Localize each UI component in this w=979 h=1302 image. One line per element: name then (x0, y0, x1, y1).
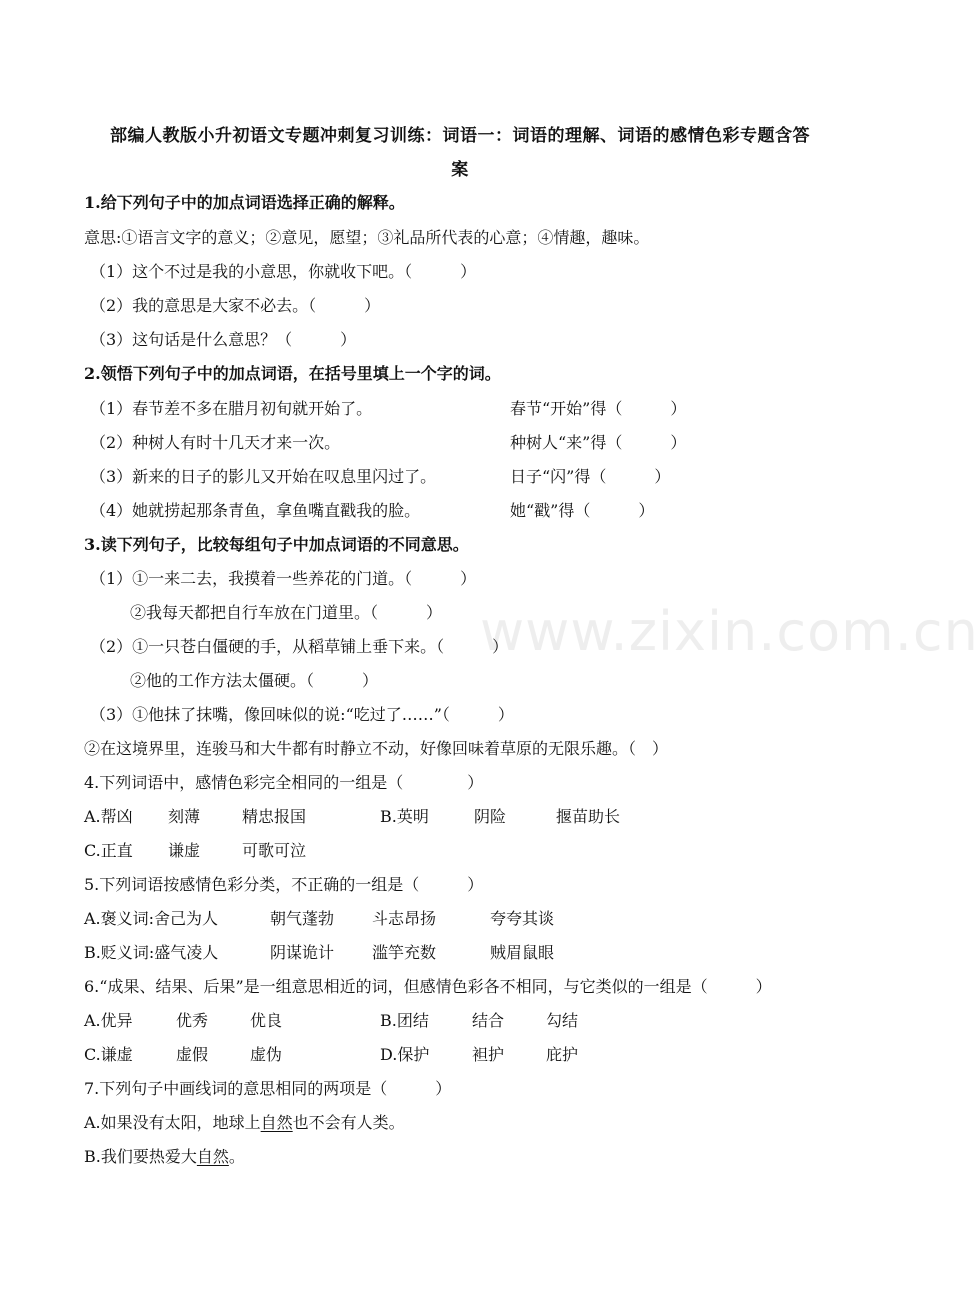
q5-stem: 5.下列词语按感情色彩分类，不正确的一组是（ ） (84, 875, 484, 894)
q4-option-c-word-3: 可歌可泣 (242, 841, 307, 860)
q6-option-c-word-3: 虚伪 (250, 1045, 283, 1064)
q7-option-b (84, 1144, 245, 1167)
q4-option-c-word-2: 谦虚 (168, 841, 201, 860)
q6-option-d-word-2: 袒护 (472, 1045, 505, 1064)
q2-item-4 (90, 498, 420, 521)
q1-item-3: （3）这句话是什么意思？（ ） (90, 330, 357, 349)
q6-option-c-word-2: 虚假 (176, 1045, 209, 1064)
q3-line-4: ②他的工作方法太僵硬。（ ） (130, 671, 379, 690)
q7-option-a-underlined-word: 自然 (260, 1113, 293, 1132)
q2-item-2-sentence: （2）种树人有时十几天才来一次。 (90, 433, 341, 452)
q6-option-d-word-3: 庇护 (546, 1045, 579, 1064)
q6-row-ab (84, 1008, 684, 1030)
q7-option-a (84, 1110, 405, 1133)
q2-item-1-answer: 春节“开始”得（ ） (510, 399, 687, 418)
q6-option-a-word-2: 优秀 (176, 1011, 209, 1030)
q5-option-b-word-2: 阴谋诡计 (270, 943, 335, 962)
q6-option-d: D.保护 (380, 1045, 430, 1064)
q1-item-2: （2）我的意思是大家不必去。（ ） (90, 296, 381, 315)
q7-option-b-pre: B.我们要热爱大 (84, 1147, 197, 1166)
q4-row-ab (84, 804, 684, 826)
q3-line-1: （1）①一来二去，我摸着一些养花的门道。（ ） (90, 569, 477, 588)
q5-option-b: B.贬义词:盛气凌人 (84, 943, 219, 962)
q2-item-1-sentence: （1）春节差不多在腊月初旬就开始了。 (90, 399, 373, 418)
q3-line-3: （2）①一只苍白僵硬的手，从稻草铺上垂下来。（ ） (90, 637, 509, 656)
q3-stem: 3.读下列句子，比较每组句子中加点词语的不同意思。 (84, 535, 469, 554)
q2-item-4-sentence: （4）她就捞起那条青鱼，拿鱼嘴直戳我的脸。 (90, 501, 421, 520)
q1-meanings: 意思:①语言文字的意义；②意见，愿望；③礼品所代表的心意；④情趣，趣味。 (84, 228, 650, 247)
q2-item-2-answer: 种树人“来”得（ ） (510, 433, 687, 452)
q7-stem: 7.下列句子中画线词的意思相同的两项是（ ） (84, 1079, 452, 1098)
q7-option-b-underlined-word: 自然 (196, 1147, 229, 1166)
q6-option-b-word-2: 结合 (472, 1011, 505, 1030)
q6-option-a: A.优异 (84, 1011, 133, 1030)
q2-item-2 (90, 430, 340, 453)
q2-item-3 (90, 464, 436, 487)
q2-item-3-answer: 日子“闪”得（ ） (510, 467, 671, 486)
q6-option-b: B.团结 (380, 1011, 429, 1030)
q5-option-a-word-4: 夸夸其谈 (490, 909, 555, 928)
q4-option-b: B.英明 (380, 807, 429, 826)
q2-item-3-sentence: （3）新来的日子的影儿又开始在叹息里闪过了。 (90, 467, 437, 486)
q3-line-2: ②我每天都把自行车放在门道里。（ ） (130, 603, 443, 622)
q1-stem: 1.给下列句子中的加点词语选择正确的解释。 (84, 193, 405, 212)
q7-option-b-post: 。 (228, 1147, 245, 1166)
q5-row-b (84, 940, 684, 962)
q2-item-1 (90, 396, 372, 419)
q1-item-1: （1）这个不过是我的小意思，你就收下吧。（ ） (90, 262, 477, 281)
q4-row-c (84, 838, 684, 860)
q3-line-6: ②在这境界里，连骏马和大牛都有时静立不动，好像回味着草原的无限乐趣。（ ） (84, 739, 669, 758)
q3-line-5: （3）①他抹了抹嘴，像回味似的说:“吃过了……”（ ） (90, 705, 514, 724)
q4-option-c: C.正直 (84, 841, 133, 860)
q4-option-b-word-3: 揠苗助长 (556, 807, 621, 826)
q6-stem: 6.“成果、结果、后果”是一组意思相近的词，但感情色彩各不相同，与它类似的一组是（ ） (84, 977, 772, 996)
q6-row-cd (84, 1042, 684, 1064)
q4-option-b-word-2: 阴险 (474, 807, 507, 826)
q4-option-a-word-2: 刻薄 (168, 807, 201, 826)
q6-option-b-word-3: 勾结 (546, 1011, 579, 1030)
q5-option-a: A.褒义词:舍己为人 (84, 909, 219, 928)
document-title-line-2: 案 (451, 160, 469, 180)
q6-option-c: C.谦虚 (84, 1045, 133, 1064)
q2-item-4-answer: 她“戳”得（ ） (510, 501, 655, 520)
q7-option-a-post: 也不会有人类。 (292, 1113, 405, 1132)
q5-row-a (84, 906, 684, 928)
q2-stem: 2.领悟下列句子中的加点词语，在括号里填上一个字的词。 (84, 364, 501, 383)
q5-option-a-word-2: 朝气蓬勃 (270, 909, 335, 928)
q4-stem: 4.下列词语中，感情色彩完全相同的一组是（ ） (84, 773, 484, 792)
q7-option-a-pre: A.如果没有太阳，地球上 (84, 1113, 261, 1132)
q6-option-a-word-3: 优良 (250, 1011, 283, 1030)
q4-option-a-word-3: 精忠报国 (242, 807, 307, 826)
document-title-line-1: 部编人教版小升初语文专题冲刺复习训练：词语一：词语的理解、词语的感情色彩专题含答 (110, 126, 810, 146)
watermark: www.zixin.com.cn (480, 600, 979, 663)
q5-option-b-word-3: 滥竽充数 (372, 943, 437, 962)
q4-option-a: A.帮凶 (84, 807, 133, 826)
q5-option-a-word-3: 斗志昂扬 (372, 909, 437, 928)
q5-option-b-word-4: 贼眉鼠眼 (490, 943, 555, 962)
